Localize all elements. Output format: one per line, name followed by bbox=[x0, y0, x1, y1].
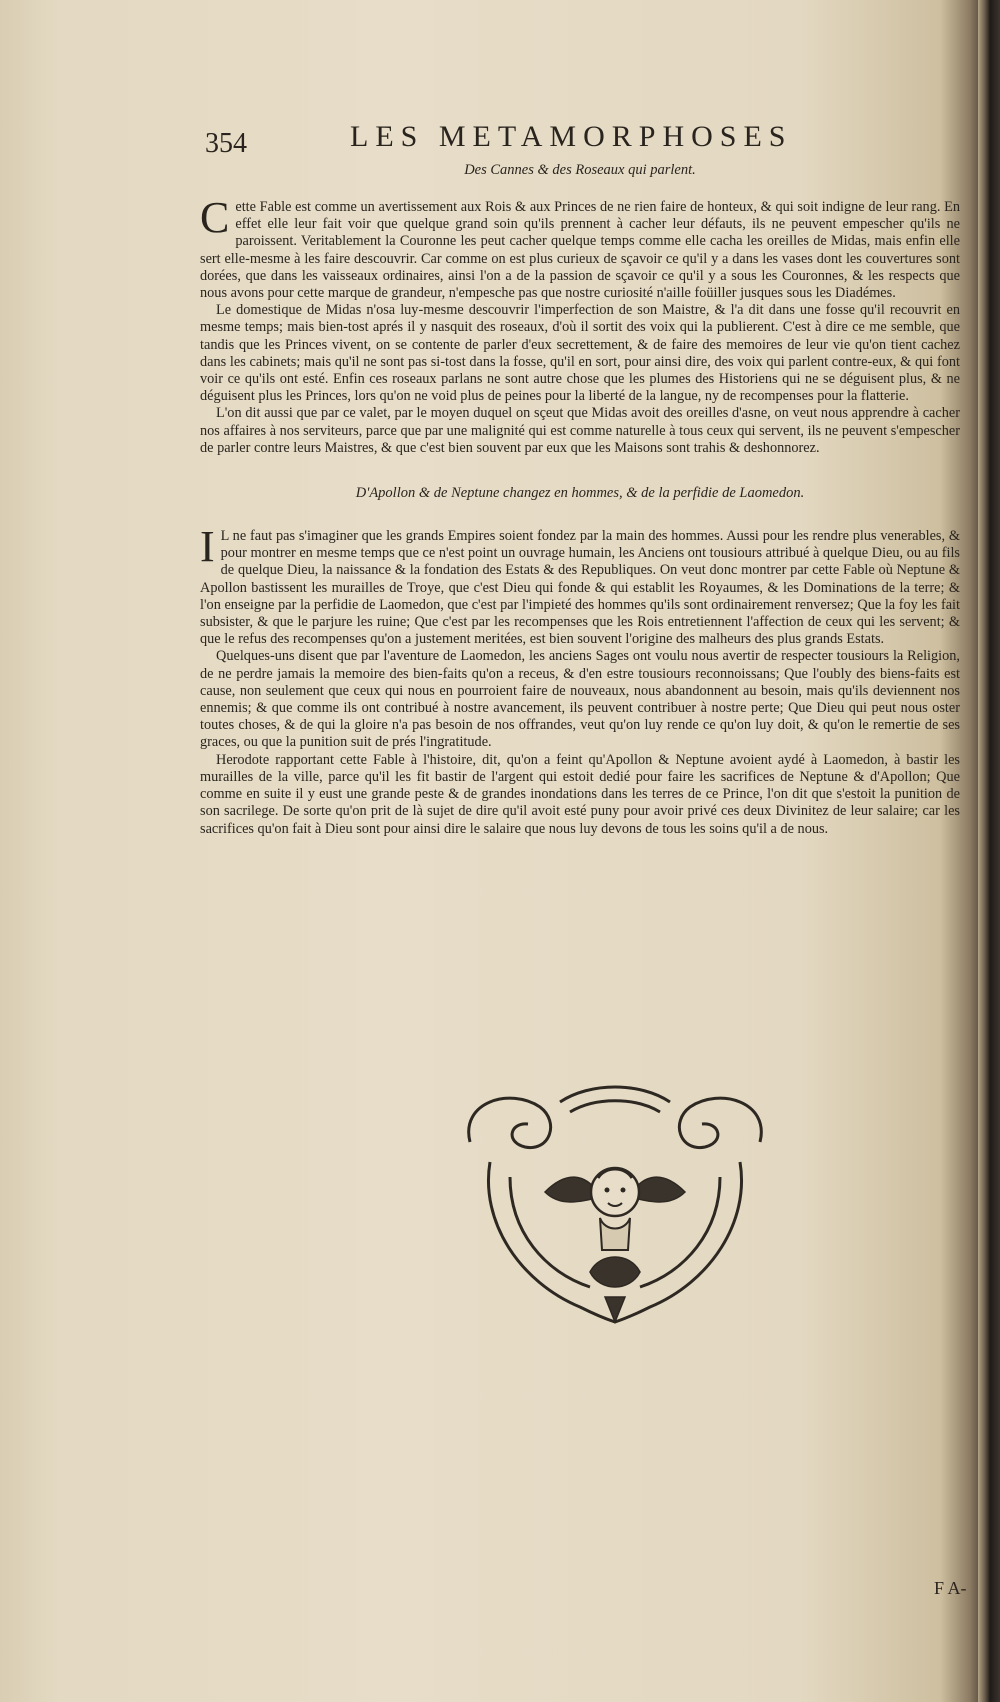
page-number: 354 bbox=[205, 128, 247, 159]
catchword: F A- bbox=[934, 1578, 967, 1598]
section-heading-roseaux: Des Cannes & des Roseaux qui parlent. bbox=[464, 162, 696, 178]
paragraph: Herodote rapportant cette Fable à l'histoire, dit, qu'on a feint qu'Apollon & Neptune avoient aydé à Laomedon, à bastir les murailles de la ville, parce qu'il les fit bastir de l'argent qui estoit dedié pour faire les sacrifices de Neptune & d'Apollon; Que comme en suite il y eust une grande peste & de grandes inondations dans les terres de ce Prince, l'on dit que s'estoit la punition de son sacrilege. De sorte qu'on prit de là sujet de dire qu'il avoit esté puny pour avoir privé ces deux Divinitez de leur salaire; car les sacrifices qu'on fait à Dieu sont pour ainsi dire le salaire que nous luy devons de tous les soins qu'il a de nous. bbox=[200, 751, 960, 837]
paragraph bbox=[200, 193, 960, 302]
page-body bbox=[200, 110, 960, 838]
running-title: LES METAMORPHOSES bbox=[350, 120, 793, 153]
adjacent-page-edge bbox=[978, 0, 1000, 1702]
paragraph-text: ette Fable est comme un avertissement aux Rois & aux Princes de ne rien faire de honteux, & qui soit indigne de leur rang. En effet elle leur fait voir que quelque grand soin qu'ils prennent à cacher leur défauts, ils ne peuvent empescher qu'ils ne paroissent. Veritablement la Couronne les peut cacher quelque temps comme elle cacha les oreilles de Midas, mais enfin elle sert elle-mesme à les faire descouvrir. Car comme on est plus curieux de sçavoir ce qu'il y a dans les vases dont les couvertures sont dorées, que dans les vaisseaux ordinaires, ainsi l'on a de la passion de sçavoir ce qu'il y a sous les Couronnes, & les respects que nous avons pour cette marque de grandeur, n'empesche pas que nostre curiosité n'aille foüiller jusques sous les Diadémes. bbox=[200, 199, 960, 302]
paragraph-text: L ne faut pas s'imaginer que les grands Empires soient fondez par la main des hommes. Aussi pour les rendre plus venerables, & pour montrer en mesme temps que ce n'est point un ouvrage humain, les Anciens ont tousiours attribué à quelque Dieu, ou au fils de quelque Dieu, la naissance & la fondation des Estats & des Republiques. On veut donc montrer par cette Fable où Neptune & Apollon bastissent les murailles de Troye, que c'est Dieu qui fonde & qui establit les Royaumes, & les Dominations de la terre; & l'on enseigne par la perfidie de Laomedon, que c'est par l'impieté des hommes qu'ils sont ordinairement renversez; Que la foy les fait subsister, & que le parjure les ruine; Que c'est par les recompenses que les Rois entretiennent l'affection de ceux qui les servent; & que le refus des recompenses qu'on a justement meritées, est bien souvent l'origine des malheurs des plus grands Estats. bbox=[200, 528, 960, 648]
section-heading-apollon-neptune: D'Apollon & de Neptune changez en hommes, & de la perfidie de Laomedon. bbox=[355, 485, 805, 502]
drop-cap: C bbox=[200, 193, 230, 242]
paragraph bbox=[200, 522, 960, 648]
paragraph: L'on dit aussi que par ce valet, par le moyen duquel on sçeut que Midas avoit des oreilles d'asne, on veut nous apprendre à cacher nos affaires à nos serviteurs, parce que par une malignité qui est comme naturelle à tous ceux qui servent, ils ne peuvent s'empescher de parler contre leurs Maistres, & que c'est bien souvent par eux que les Maisons sont trahis & deshonnorez. bbox=[200, 405, 960, 456]
drop-cap: I bbox=[200, 522, 215, 572]
page-header bbox=[200, 110, 960, 162]
paragraph: Le domestique de Midas n'osa luy-mesme descouvrir l'imperfection de son Maistre, & l'a dit dans une fosse qu'il recouvrit en mesme temps; mais bien-tost aprés il y nasquit des roseaux, d'où il sortit des voix qui la publierent. C'est à dire ce me semble, que tandis que les Princes vivent, on se contente de parler d'eux secrettement, & de faire des memoires de leur vie qu'on tient cachez dans les cabinets; mais qu'il ne sont pas si-tost dans la fosse, qu'il en sort, pour ainsi dire, des voix qui parlent contre-eux, & qui font voir ce qu'ils ont esté. Enfin ces roseaux parlans ne sont autre chose que les plumes des Historiens qui ne se déguisent plus, & ne déguisent plus les Princes, lors qu'on ne void plus de peines pour la liberté de la langue, ny de recompenses pour la flatterie. bbox=[200, 302, 960, 405]
section-gap bbox=[200, 457, 960, 481]
paragraph: Quelques-uns disent que par l'aventure de Laomedon, les anciens Sages ont voulu nous avertir de respecter tousiours la Religion, de ne perdre jamais la memoire des bien-faits qu'on a receus, & d'en estre tousiours reconnoissans; Que l'oubly des biens-faits est cause, non seulement que ceux qui nous en pourroient faire de nouveaux, nous abandonnent au besoin, mais qu'ils deviennent nos ennemis; & que comme ils ont contribué à nostre avancement, ils peuvent contribuer à nostre perte; Que Dieu qui peut nous oster toutes choses, & de qui la gloire n'a pas besoin de nos offrandes, veut qu'on luy rende ce qu'on luy doit, & qu'on le remertie de ses graces, ou que la punition suit de prés l'ingratitude. bbox=[200, 648, 960, 751]
cherub-cartouche-ornament-icon bbox=[450, 1082, 780, 1332]
